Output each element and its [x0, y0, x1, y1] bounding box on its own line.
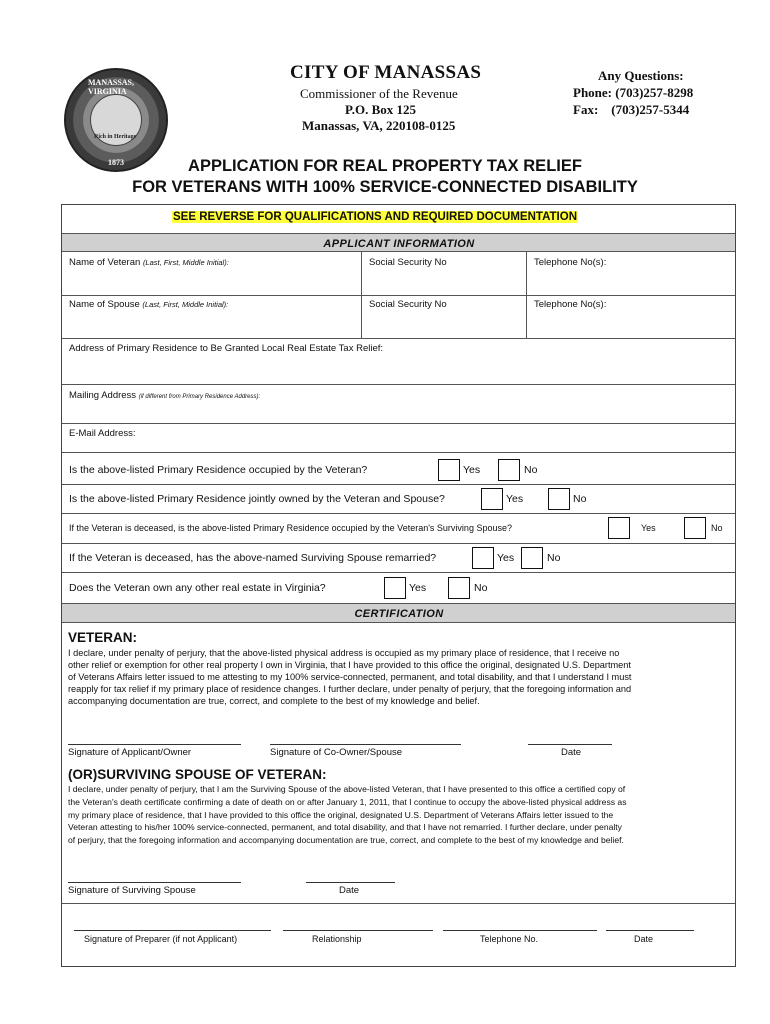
- applicant-info-heading: APPLICANT INFORMATION: [323, 238, 475, 250]
- occupied-no-label: No: [524, 464, 538, 476]
- phone-number: Phone: (703)257-8298: [573, 85, 694, 100]
- spouse-telephone-label: Telephone No(s):: [534, 299, 607, 310]
- form-title-line2: FOR VETERANS WITH 100% SERVICE-CONNECTED DISABILITY: [132, 178, 638, 196]
- other-estate-yes-checkbox[interactable]: [384, 577, 406, 599]
- divider: [62, 903, 735, 904]
- divider: [62, 338, 735, 339]
- form-title-line1: APPLICATION FOR REAL PROPERTY TAX RELIEF: [188, 157, 582, 175]
- remarried-no-checkbox[interactable]: [521, 547, 543, 569]
- office-name: Commissioner of the Revenue: [300, 86, 458, 101]
- remarried-yes-label: Yes: [497, 552, 515, 564]
- coowner-signature-line[interactable]: [270, 744, 461, 745]
- applicant-signature-label: Signature of Applicant/Owner: [68, 747, 192, 758]
- question-spouse-remarried: If the Veteran is deceased, has the above-named Surviving Spouse remarried?: [69, 552, 437, 564]
- other-estate-yes-label: Yes: [409, 582, 427, 594]
- veteran-declaration: I declare, under penalty of perjury, that the above-listed physical address is occupied as my primary place of residence, that I receive no other relief or exemption for other real property I own in Virginia, that I have provided to this office the original, designated U.S. Department of Veterans Affairs letter issued to me attesting to my 100% service-connected, permanent, and total disability, and that I understand I must reapply for tax relief if my primary place of residence changes. I further declare, under penalty of perjury, that the foregoing information and accompanying documentation are true, correct, and complete to the best of my knowledge and belief.: [68, 648, 632, 706]
- seal-year: 1873: [108, 158, 124, 167]
- divider: [62, 384, 735, 385]
- relationship-line[interactable]: [283, 930, 433, 931]
- email-label: E-Mail Address:: [69, 428, 136, 439]
- veteran-heading: VETERAN:: [68, 630, 138, 645]
- veteran-name-field[interactable]: [62, 268, 361, 294]
- spouse-declaration: I declare, under penalty of perjury, that I am the Surviving Spouse of the above-listed Veteran, that I have presented to this office a certified copy of the Veteran's death certificate confirming a date of death on or after January 1, 2011, that I continue to occupy the above-listed physical address as my primary place of residence, that I have provided to this office the original, designated U.S. Department of Veterans Affairs letter issued to the Veteran attesting to his/her 100% service-connected, permanent, and total disability, and that I have not remarried. I further declare, under penalty of perjury, that the foregoing information and accompanying documentation are true, correct, and complete to the best of my knowledge and belief.: [68, 784, 627, 846]
- po-box: P.O. Box 125: [345, 102, 417, 117]
- seal-name: MANASSAS, VIRGINIA: [88, 78, 135, 96]
- telephone-line[interactable]: [443, 930, 597, 931]
- date-line[interactable]: [528, 744, 612, 745]
- coowner-signature-label: Signature of Co-Owner/Spouse: [270, 747, 403, 758]
- spouse-occupied-no-label: No: [711, 523, 723, 533]
- veteran-name-label: Name of Veteran (Last, First, Middle Initial):: [69, 257, 229, 268]
- spouse-occupied-yes-label: Yes: [641, 523, 656, 533]
- spouse-ssn-field[interactable]: [362, 311, 526, 337]
- divider: [62, 513, 735, 514]
- email-field[interactable]: [150, 425, 735, 451]
- jointly-no-label: No: [573, 493, 587, 505]
- occupied-yes-checkbox[interactable]: [438, 459, 460, 481]
- divider: [62, 484, 735, 485]
- questions-label: Any Questions:: [598, 68, 684, 83]
- question-spouse-occupied: If the Veteran is deceased, is the above-listed Primary Residence occupied by the Veteran's Surviving Spouse?: [69, 523, 512, 533]
- divider: [62, 295, 735, 296]
- spouse-telephone-field[interactable]: [527, 311, 735, 337]
- spouse-ssn-label: Social Security No: [369, 299, 447, 310]
- spouse-signature-line[interactable]: [68, 882, 241, 883]
- other-estate-no-checkbox[interactable]: [448, 577, 470, 599]
- spouse-heading: (OR)SURVIVING SPOUSE OF VETERAN:: [68, 767, 327, 782]
- remarried-yes-checkbox[interactable]: [472, 547, 494, 569]
- spouse-name-label: Name of Spouse (Last, First, Middle Initial):: [69, 299, 229, 310]
- question-occupied-by-veteran: Is the above-listed Primary Residence occupied by the Veteran?: [69, 464, 368, 476]
- jointly-yes-checkbox[interactable]: [481, 488, 503, 510]
- reverse-notice: SEE REVERSE FOR QUALIFICATIONS AND REQUIRED DOCUMENTATION: [173, 211, 578, 223]
- date-label: Date: [561, 747, 582, 758]
- date-line[interactable]: [606, 930, 694, 931]
- question-other-real-estate: Does the Veteran own any other real estate in Virginia?: [69, 582, 326, 594]
- veteran-telephone-label: Telephone No(s):: [534, 257, 607, 268]
- spouse-occupied-no-checkbox[interactable]: [684, 517, 706, 539]
- occupied-yes-label: Yes: [463, 464, 481, 476]
- jointly-yes-label: Yes: [506, 493, 524, 505]
- city-name: CITY OF MANASSAS: [290, 62, 482, 83]
- divider: [62, 452, 735, 453]
- other-estate-no-label: No: [474, 582, 488, 594]
- spouse-signature-label: Signature of Surviving Spouse: [68, 885, 196, 896]
- jointly-no-checkbox[interactable]: [548, 488, 570, 510]
- seal-motto: Rich in Heritage: [94, 134, 137, 140]
- city-state-zip: Manassas, VA, 220108-0125: [302, 118, 456, 133]
- spouse-name-field[interactable]: [62, 311, 361, 337]
- preparer-signature-line[interactable]: [74, 930, 271, 931]
- fax-number: Fax: (703)257-5344: [573, 102, 690, 117]
- occupied-no-checkbox[interactable]: [498, 459, 520, 481]
- date-label: Date: [634, 934, 654, 944]
- applicant-signature-line[interactable]: [68, 744, 241, 745]
- question-jointly-owned: Is the above-listed Primary Residence jointly owned by the Veteran and Spouse?: [69, 493, 445, 505]
- divider: [62, 423, 735, 424]
- relationship-label: Relationship: [312, 934, 362, 944]
- veteran-telephone-field[interactable]: [527, 268, 735, 294]
- mailing-address-label: Mailing Address (if different from Primary Residence Address):: [69, 390, 261, 401]
- mailing-address-field[interactable]: [62, 402, 735, 422]
- date-label: Date: [339, 885, 360, 896]
- remarried-no-label: No: [547, 552, 561, 564]
- telephone-label: Telephone No.: [480, 934, 539, 944]
- spouse-occupied-yes-checkbox[interactable]: [608, 517, 630, 539]
- veteran-ssn-label: Social Security No: [369, 257, 447, 268]
- primary-address-field[interactable]: [62, 356, 735, 383]
- veteran-ssn-field[interactable]: [362, 268, 526, 294]
- primary-address-label: Address of Primary Residence to Be Granted Local Real Estate Tax Relief:: [69, 343, 384, 354]
- certification-heading: CERTIFICATION: [354, 608, 444, 620]
- divider: [62, 543, 735, 544]
- date-line[interactable]: [306, 882, 395, 883]
- preparer-signature-label: Signature of Preparer (if not Applicant): [84, 934, 238, 944]
- divider: [62, 572, 735, 573]
